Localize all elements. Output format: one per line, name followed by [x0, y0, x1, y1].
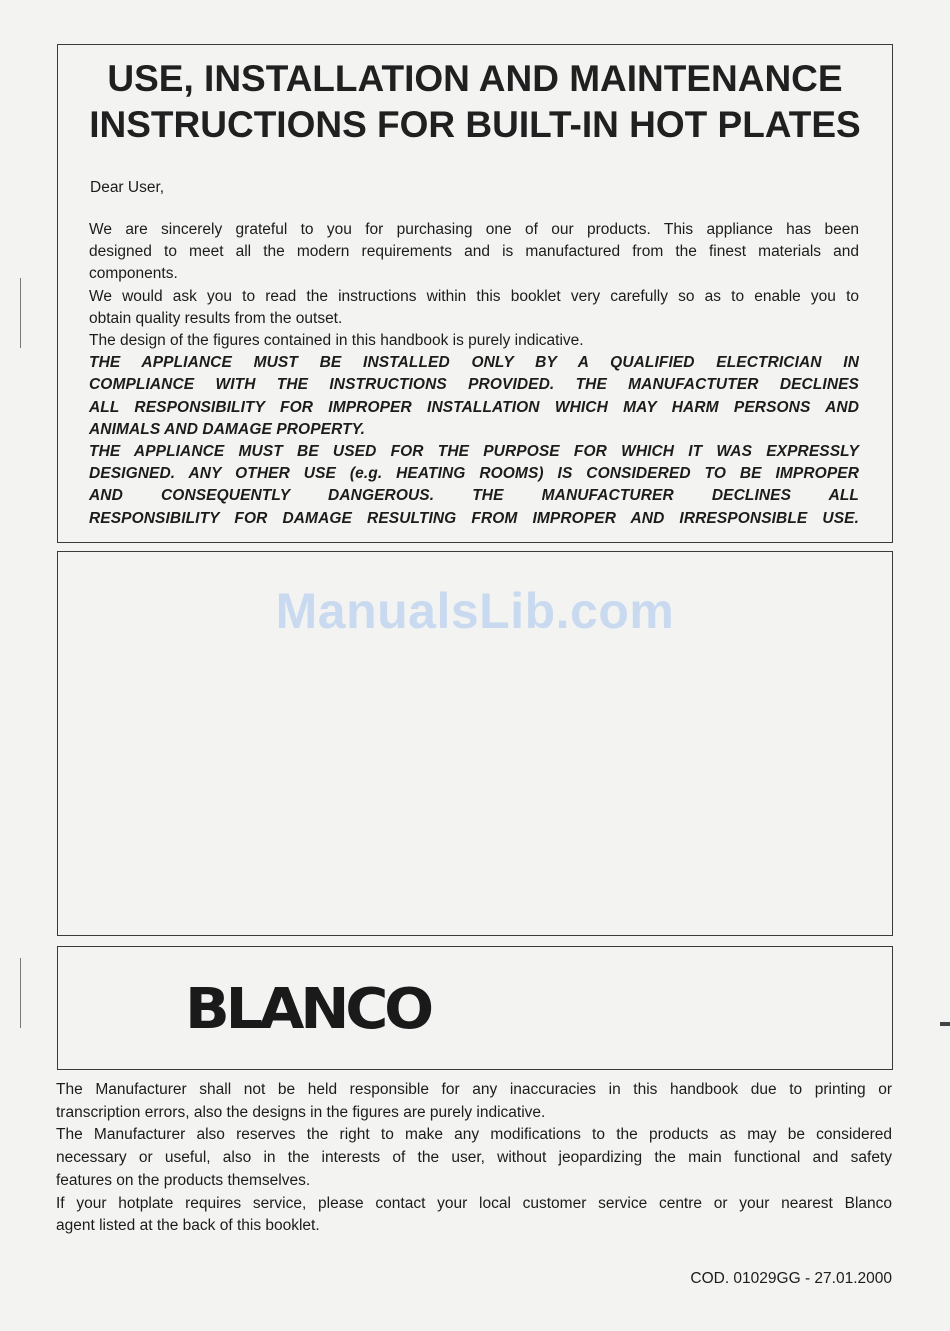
brand-logo: BLANCO — [185, 977, 430, 1042]
edge-mark — [940, 1022, 950, 1026]
text-line: The Manufacturer also reserves the right to make any modifications to the products as may be considered — [56, 1126, 892, 1144]
greeting: Dear User, — [90, 179, 165, 196]
text-line: THE APPLIANCE MUST BE INSTALLED ONLY BY A QUALIFIED ELECTRICIAN IN — [89, 354, 859, 372]
usage-warning — [89, 441, 859, 530]
page-title-line-2: INSTRUCTIONS FOR BUILT-IN HOT PLATES — [89, 104, 861, 145]
margin-mark — [20, 958, 21, 1028]
text-line: DESIGNED. ANY OTHER USE (e.g. HEATING ROOMS) IS CONSIDERED TO BE IMPROPER — [89, 465, 859, 483]
text-line: The Manufacturer shall not be held responsible for any inaccuracies in this handbook due to printing or — [56, 1081, 892, 1098]
margin-mark — [20, 278, 21, 348]
text-line: If your hotplate requires service, please contact your local customer service centre or your nearest Blanco — [56, 1194, 892, 1212]
logo-frame — [57, 946, 893, 1070]
text-line: designed to meet all the modern requirements and is manufactured from the finest materials and — [89, 243, 859, 261]
text-line: transcription errors, also the designs in the figures are purely indicative. — [56, 1103, 546, 1121]
installation-warning — [89, 352, 859, 441]
text-line: COMPLIANCE WITH THE INSTRUCTIONS PROVIDED. THE MANUFACTUTER DECLINES — [89, 376, 859, 394]
intro-text — [89, 219, 859, 530]
footer-paragraph-1 — [56, 1079, 892, 1124]
footer-paragraph-2 — [56, 1124, 892, 1192]
text-line: components. — [89, 265, 178, 283]
text-line: RESPONSIBILITY FOR DAMAGE RESULTING FROM IMPROPER AND IRRESPONSIBLE USE. — [89, 509, 859, 527]
text-line: ALL RESPONSIBILITY FOR IMPROPER INSTALLATION WHICH MAY HARM PERSONS AND — [89, 398, 859, 416]
footer-text — [56, 1079, 892, 1238]
page-title-line-1: USE, INSTALLATION AND MAINTENANCE — [107, 58, 843, 99]
text-line: features on the products themselves. — [56, 1171, 311, 1189]
text-line: We are sincerely grateful to you for purchasing one of our products. This appliance has been — [89, 221, 859, 238]
text-line: AND CONSEQUENTLY DANGEROUS. THE MANUFACTURER DECLINES ALL — [89, 487, 859, 505]
text-line: The design of the figures contained in this handbook is purely indicative. — [89, 332, 584, 350]
text-line: obtain quality results from the outset. — [89, 309, 343, 327]
footer-paragraph-3 — [56, 1193, 892, 1238]
intro-paragraph-1 — [89, 219, 859, 286]
document-code: COD. 01029GG - 27.01.2000 — [690, 1270, 892, 1287]
intro-paragraph-3 — [89, 330, 859, 352]
text-line: ANIMALS AND DAMAGE PROPERTY. — [89, 420, 366, 438]
intro-paragraph-2 — [89, 286, 859, 330]
text-line: THE APPLIANCE MUST BE USED FOR THE PURPOSE FOR WHICH IT WAS EXPRESSLY — [89, 443, 859, 461]
text-line: agent listed at the back of this booklet. — [56, 1217, 320, 1235]
watermark: ManualsLib.com — [275, 583, 675, 639]
text-line: necessary or useful, also in the interests of the user, without jeopardizing the main functional and safety — [56, 1149, 892, 1167]
text-line: We would ask you to read the instructions within this booklet very carefully so as to enable you to — [89, 287, 859, 305]
